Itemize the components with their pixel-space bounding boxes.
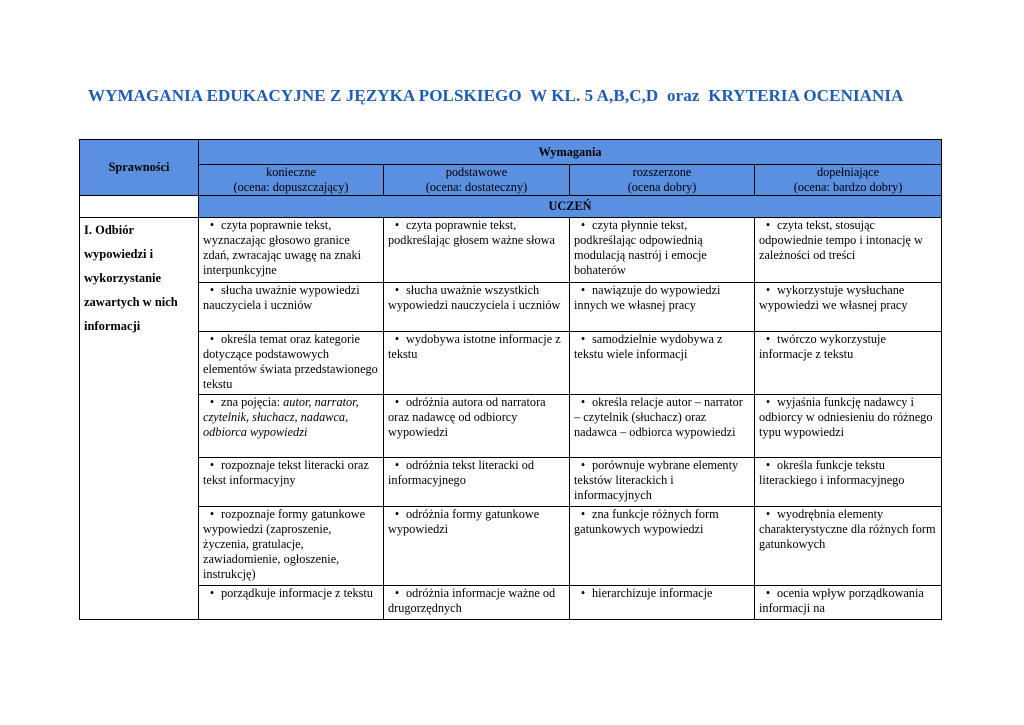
requirement-cell	[199, 218, 384, 283]
requirement-cell	[570, 586, 755, 620]
requirement-cell	[570, 507, 755, 586]
level-grade: (ocena: bardzo dobry)	[793, 180, 903, 194]
requirement-cell	[755, 507, 942, 586]
header-wymagania: Wymagania	[199, 140, 942, 165]
requirement-text: rozpoznaje formy gatunkowe wypowiedzi (zaproszenie, życzenia, gratulacje, zawiadomienie, ogłoszenie, instrukcję)	[203, 507, 366, 581]
bullet-icon: •	[580, 507, 586, 521]
requirement-cell	[570, 218, 755, 283]
requirements-table	[79, 139, 942, 620]
requirement-text: określa temat oraz kategorie dotyczące podstawowych elementów świata przedstawionego tekstu	[203, 332, 378, 391]
requirement-cell	[384, 507, 570, 586]
requirement-text: zna funkcje różnych form gatunkowych wypowiedzi	[574, 507, 719, 536]
header-sprawnosci: Sprawności	[80, 140, 199, 196]
bullet-icon: •	[394, 283, 400, 297]
bullet-icon: •	[209, 332, 215, 346]
level-name: podstawowe	[445, 165, 508, 179]
requirement-text: samodzielnie wydobywa z tekstu wiele informacji	[574, 332, 723, 361]
skill-line: zawartych w nich	[84, 295, 178, 309]
requirement-text: określa relacje autor – narrator – czytelnik (słuchacz) oraz nadawca – odbiorca wypowiedzi	[574, 395, 743, 439]
requirement-cell	[199, 283, 384, 332]
bullet-icon: •	[580, 586, 586, 600]
requirement-text: porównuje wybrane elementy tekstów literackich i informacyjnych	[574, 458, 739, 502]
level-grade: (ocena dobry)	[627, 180, 697, 194]
requirement-text: twórczo wykorzystuje informacje z tekstu	[759, 332, 886, 361]
requirement-cell	[199, 458, 384, 507]
bullet-icon: •	[765, 395, 771, 409]
requirement-text: hierarchizuje informacje	[592, 586, 713, 600]
requirement-cell	[755, 586, 942, 620]
skill-line: wykorzystanie	[84, 271, 162, 285]
requirement-text: porządkuje informacje z tekstu	[221, 586, 373, 600]
bullet-icon: •	[765, 218, 771, 232]
requirement-text: zna pojęcia:	[221, 395, 284, 409]
requirement-cell	[384, 586, 570, 620]
requirement-text: wydobywa istotne informacje z tekstu	[388, 332, 561, 361]
requirement-text: słucha uważnie wypowiedzi nauczyciela i uczniów	[203, 283, 360, 312]
skill-line: wypowiedzi i	[84, 247, 154, 261]
header-level-podstawowe	[384, 165, 570, 196]
requirement-terms: autor, narrator, czytelnik, słuchacz, nadawca, odbiorca wypowiedzi	[203, 395, 359, 439]
requirement-text: odróżnia formy gatunkowe wypowiedzi	[388, 507, 540, 536]
requirement-cell	[199, 332, 384, 395]
bullet-icon: •	[580, 458, 586, 472]
requirement-cell	[755, 458, 942, 507]
bullet-icon: •	[580, 395, 586, 409]
requirement-text: określa funkcje tekstu literackiego i informacyjnego	[759, 458, 905, 487]
bullet-icon: •	[394, 586, 400, 600]
skill-line: informacji	[84, 319, 141, 333]
requirement-cell	[755, 283, 942, 332]
level-name: rozszerzone	[632, 165, 692, 179]
requirement-cell	[384, 332, 570, 395]
requirement-text: odróżnia informacje ważne od drugorzędnych	[388, 586, 556, 615]
requirement-cell	[570, 332, 755, 395]
bullet-icon: •	[209, 458, 215, 472]
requirement-text: czyta tekst, stosując odpowiednie tempo i intonację w zależności od treści	[759, 218, 923, 262]
bullet-icon: •	[580, 332, 586, 346]
requirement-cell	[384, 218, 570, 283]
requirement-text: wyodrębnia elementy charakterystyczne dla różnych form gatunkowych	[759, 507, 936, 551]
requirement-cell	[384, 395, 570, 458]
requirement-text: czyta płynnie tekst, podkreślając odpowiednią modulacją nastrój i emocje bohaterów	[574, 218, 707, 277]
table-row	[80, 507, 942, 586]
level-name: konieczne	[266, 165, 316, 179]
requirement-text: wykorzystuje wysłuchane wypowiedzi we własnej pracy	[759, 283, 908, 312]
bullet-icon: •	[394, 458, 400, 472]
bullet-icon: •	[580, 283, 586, 297]
requirement-cell	[755, 218, 942, 283]
bullet-icon: •	[765, 586, 771, 600]
bullet-icon: •	[209, 507, 215, 521]
requirement-text: wyjaśnia funkcję nadawcy i odbiorcy w odniesieniu do różnego typu wypowiedzi	[759, 395, 933, 439]
bullet-icon: •	[580, 218, 586, 232]
requirement-cell	[570, 395, 755, 458]
requirement-text: czyta poprawnie tekst, wyznaczając głosowo granice zdań, zwracając uwagę na znaki interpunkcyjne	[203, 218, 362, 277]
bullet-icon: •	[765, 283, 771, 297]
bullet-icon: •	[209, 586, 215, 600]
bullet-icon: •	[394, 332, 400, 346]
table-row	[80, 458, 942, 507]
table-row	[80, 218, 942, 283]
bullet-icon: •	[209, 218, 215, 232]
requirement-cell	[199, 395, 384, 458]
requirement-text: nawiązuje do wypowiedzi innych we własnej pracy	[574, 283, 721, 312]
header-level-konieczne	[199, 165, 384, 196]
table-row	[80, 332, 942, 395]
skill-line: I. Odbiór	[84, 223, 135, 237]
requirement-text: słucha uważnie wszystkich wypowiedzi nauczyciela i uczniów	[388, 283, 561, 312]
table-row	[80, 283, 942, 332]
level-grade: (ocena: dostateczny)	[425, 180, 528, 194]
requirement-text: rozpoznaje tekst literacki oraz tekst informacyjny	[203, 458, 369, 487]
table-row	[80, 586, 942, 620]
bullet-icon: •	[394, 395, 400, 409]
requirement-cell	[755, 395, 942, 458]
bullet-icon: •	[765, 507, 771, 521]
bullet-icon: •	[209, 283, 215, 297]
requirement-cell	[570, 458, 755, 507]
requirement-text: odróżnia tekst literacki od informacyjnego	[388, 458, 535, 487]
table-row	[80, 395, 942, 458]
requirement-cell	[755, 332, 942, 395]
requirement-text: czyta poprawnie tekst, podkreślając głosem ważne słowa	[388, 218, 555, 247]
skill-odbior-wypowiedzi	[80, 218, 199, 620]
document-title: WYMAGANIA EDUKACYJNE Z JĘZYKA POLSKIEGO W KL. 5 A,B,C,D oraz KRYTERIA OCENIANIA	[88, 86, 904, 105]
header-level-dopelniajace	[755, 165, 942, 196]
header-uczen: UCZEŃ	[199, 196, 942, 218]
requirement-cell	[199, 507, 384, 586]
bullet-icon: •	[394, 507, 400, 521]
requirement-cell	[384, 283, 570, 332]
requirement-text: ocenia wpływ porządkowania informacji na	[759, 586, 924, 615]
requirement-cell	[199, 586, 384, 620]
level-name: dopełniające	[816, 165, 880, 179]
bullet-icon: •	[765, 332, 771, 346]
header-level-rozszerzone	[570, 165, 755, 196]
level-grade: (ocena: dopuszczający)	[233, 180, 349, 194]
requirement-cell	[384, 458, 570, 507]
requirement-text: odróżnia autora od narratora oraz nadawcę od odbiorcy wypowiedzi	[388, 395, 546, 439]
bullet-icon: •	[209, 395, 215, 409]
bullet-icon: •	[394, 218, 400, 232]
requirement-cell	[570, 283, 755, 332]
bullet-icon: •	[765, 458, 771, 472]
